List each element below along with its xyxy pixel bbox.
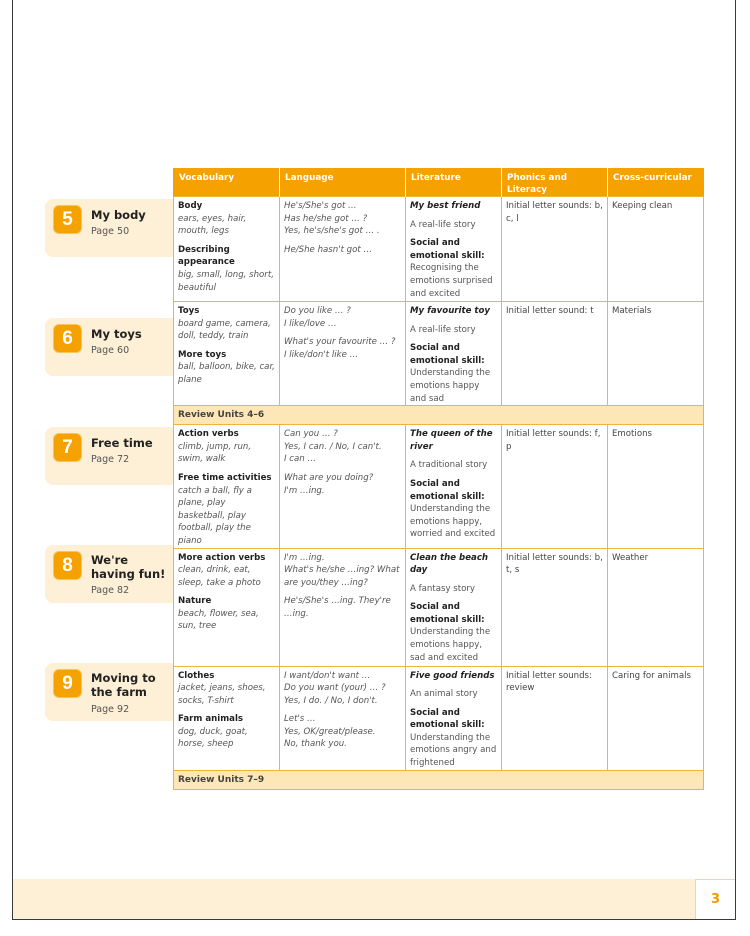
literature-skill: Social and emotional skill: bbox=[410, 343, 485, 366]
language-cell bbox=[280, 548, 406, 666]
unit-page: Page 60 bbox=[91, 345, 130, 356]
language-line: He's/She's …ing. They're …ing. bbox=[284, 596, 391, 619]
literature-title: The queen of the river bbox=[410, 429, 493, 452]
literature-cell bbox=[406, 425, 502, 548]
language-line: I'm …ing. bbox=[284, 485, 325, 496]
language-line: Yes, he's/she's got … . bbox=[284, 226, 380, 237]
cross-curricular-cell: Weather bbox=[608, 548, 704, 666]
vocab-heading: Free time activities bbox=[178, 472, 272, 483]
table-row-unit-6 bbox=[174, 302, 704, 406]
unit-page: Page 92 bbox=[91, 704, 130, 715]
unit-page: Page 82 bbox=[91, 585, 130, 596]
phonics-cell: Initial letter sound: t bbox=[502, 302, 608, 406]
literature-type: An animal story bbox=[410, 689, 478, 700]
unit-title: Moving to the farm bbox=[91, 671, 156, 699]
table-row-unit-9 bbox=[174, 666, 704, 770]
review-row bbox=[174, 406, 704, 425]
vocab-words: big, small, long, short, beautiful bbox=[178, 269, 274, 293]
syllabus-table bbox=[173, 168, 704, 790]
vocab-heading: Farm animals bbox=[178, 714, 244, 725]
unit-tab-9 bbox=[45, 663, 173, 721]
language-line: I like/love … bbox=[284, 318, 337, 329]
unit-title: We're having fun! bbox=[91, 553, 166, 581]
language-cell bbox=[280, 666, 406, 770]
unit-number-badge: 9 bbox=[54, 670, 81, 697]
literature-description: Understanding the emotions angry and frightened bbox=[410, 732, 497, 769]
vocab-heading: Nature bbox=[178, 596, 212, 607]
vocab-words: beach, flower, sea, sun, tree bbox=[178, 608, 259, 632]
language-line: I like/don't like … bbox=[284, 349, 359, 360]
vocab-cell bbox=[174, 425, 280, 548]
language-line: Can you … ? bbox=[284, 429, 338, 440]
unit-tab-6 bbox=[45, 318, 173, 376]
vocab-heading: More toys bbox=[178, 349, 227, 360]
vocab-cell bbox=[174, 666, 280, 770]
literature-type: A real-life story bbox=[410, 219, 476, 230]
cross-curricular-cell: Emotions bbox=[608, 425, 704, 548]
literature-type: A traditional story bbox=[410, 460, 488, 471]
unit-title: Free time bbox=[91, 436, 153, 450]
literature-description: Recognising the emotions surprised and excited bbox=[410, 263, 493, 299]
cross-curricular-cell: Keeping clean bbox=[608, 197, 704, 302]
vocab-words: catch a ball, fly a plane, play basketball, play football, play the piano bbox=[178, 485, 252, 546]
header-literature: Literature bbox=[406, 168, 502, 197]
header-phonics: Phonics and Literacy bbox=[502, 168, 608, 197]
language-cell bbox=[280, 197, 406, 302]
literature-skill: Social and emotional skill: bbox=[410, 238, 485, 261]
literature-title: My best friend bbox=[410, 201, 481, 211]
phonics-cell: Initial letter sounds: review bbox=[502, 666, 608, 770]
unit-number-badge: 8 bbox=[54, 552, 81, 579]
literature-type: A real-life story bbox=[410, 324, 476, 335]
vocab-cell bbox=[174, 548, 280, 666]
literature-title: Clean the beach day bbox=[410, 552, 489, 576]
language-line: I'm …ing. bbox=[284, 552, 325, 563]
vocab-words: ears, eyes, hair, mouth, legs bbox=[178, 213, 247, 237]
vocab-words: dog, duck, goat, horse, sheep bbox=[178, 726, 248, 750]
literature-title: Five good friends bbox=[410, 670, 495, 681]
footer-band bbox=[13, 879, 735, 919]
unit-tab-8 bbox=[45, 545, 173, 603]
unit-tab-5 bbox=[45, 199, 173, 257]
language-line: What are you doing? bbox=[284, 472, 374, 483]
literature-cell bbox=[406, 666, 502, 770]
phonics-cell: Initial letter sounds: b, c, l bbox=[502, 197, 608, 302]
vocab-words: board game, camera, doll, teddy, train bbox=[178, 318, 271, 342]
header-language: Language bbox=[280, 168, 406, 197]
table-row-unit-5 bbox=[174, 197, 704, 302]
language-line: What's your favourite … ? bbox=[284, 337, 396, 348]
review-label: Review Units 4–6 bbox=[174, 406, 704, 425]
phonics-cell: Initial letter sounds: f, p bbox=[502, 425, 608, 548]
language-cell bbox=[280, 302, 406, 406]
vocab-words: clean, drink, eat, sleep, take a photo bbox=[178, 565, 261, 588]
literature-title: My favourite toy bbox=[410, 306, 491, 316]
review-label: Review Units 7–9 bbox=[174, 770, 704, 789]
vocab-heading: Action verbs bbox=[178, 429, 239, 440]
language-line: No, thank you. bbox=[284, 739, 347, 750]
unit-number-badge: 6 bbox=[54, 325, 81, 352]
vocab-heading: Body bbox=[178, 201, 203, 211]
language-line: Yes, I do. / No, I don't. bbox=[284, 695, 378, 706]
literature-skill: Social and emotional skill: bbox=[410, 707, 485, 731]
literature-cell bbox=[406, 302, 502, 406]
header-vocabulary: Vocabulary bbox=[174, 168, 280, 197]
unit-title: My body bbox=[91, 208, 146, 222]
cross-curricular-cell: Caring for animals bbox=[608, 666, 704, 770]
literature-description: Understanding the emotions happy and sad bbox=[410, 368, 491, 404]
vocab-heading: Toys bbox=[178, 306, 200, 316]
literature-cell bbox=[406, 548, 502, 666]
vocab-cell bbox=[174, 197, 280, 302]
language-line: He's/She's got … bbox=[284, 201, 357, 211]
literature-skill: Social and emotional skill: bbox=[410, 478, 485, 502]
vocab-words: jacket, jeans, shoes, socks, T-shirt bbox=[178, 683, 266, 706]
header-cross-curricular: Cross-curricular bbox=[608, 168, 704, 197]
language-line: Yes, I can. / No, I can't. bbox=[284, 441, 382, 452]
language-cell bbox=[280, 425, 406, 548]
literature-description: Understanding the emotions happy, sad and excited bbox=[410, 627, 491, 663]
page-number: 3 bbox=[695, 879, 735, 919]
language-line: Let's … bbox=[284, 714, 316, 725]
language-line: Do you want (your) … ? bbox=[284, 683, 386, 694]
unit-tab-7 bbox=[45, 427, 173, 485]
phonics-cell: Initial letter sounds: b, t, s bbox=[502, 548, 608, 666]
vocab-words: ball, balloon, bike, car, plane bbox=[178, 362, 275, 385]
literature-cell bbox=[406, 197, 502, 302]
literature-skill: Social and emotional skill: bbox=[410, 602, 485, 625]
vocab-heading: Describing appearance bbox=[178, 244, 235, 268]
unit-page: Page 72 bbox=[91, 454, 130, 465]
unit-page: Page 50 bbox=[91, 226, 130, 237]
language-line: He/She hasn't got … bbox=[284, 244, 373, 255]
literature-type: A fantasy story bbox=[410, 583, 476, 594]
unit-number-badge: 5 bbox=[54, 206, 81, 233]
language-line: Do you like … ? bbox=[284, 306, 351, 316]
vocab-words: climb, jump, run, swim, walk bbox=[178, 441, 252, 465]
language-line: Has he/she got … ? bbox=[284, 213, 368, 224]
table-row-unit-8 bbox=[174, 548, 704, 666]
table-row-unit-7 bbox=[174, 425, 704, 548]
language-line: What's he/she …ing? What are you/they …ing? bbox=[284, 565, 400, 588]
language-line: I want/don't want … bbox=[284, 670, 371, 681]
unit-title: My toys bbox=[91, 327, 142, 341]
vocab-heading: Clothes bbox=[178, 670, 215, 681]
vocab-heading: More action verbs bbox=[178, 552, 266, 563]
vocab-cell bbox=[174, 302, 280, 406]
literature-description: Understanding the emotions happy, worried and excited bbox=[410, 504, 496, 540]
cross-curricular-cell: Materials bbox=[608, 302, 704, 406]
language-line: Yes, OK/great/please. bbox=[284, 726, 376, 737]
header-row bbox=[174, 168, 704, 197]
review-row bbox=[174, 770, 704, 789]
unit-number-badge: 7 bbox=[54, 434, 81, 461]
language-line: I can … bbox=[284, 454, 317, 465]
